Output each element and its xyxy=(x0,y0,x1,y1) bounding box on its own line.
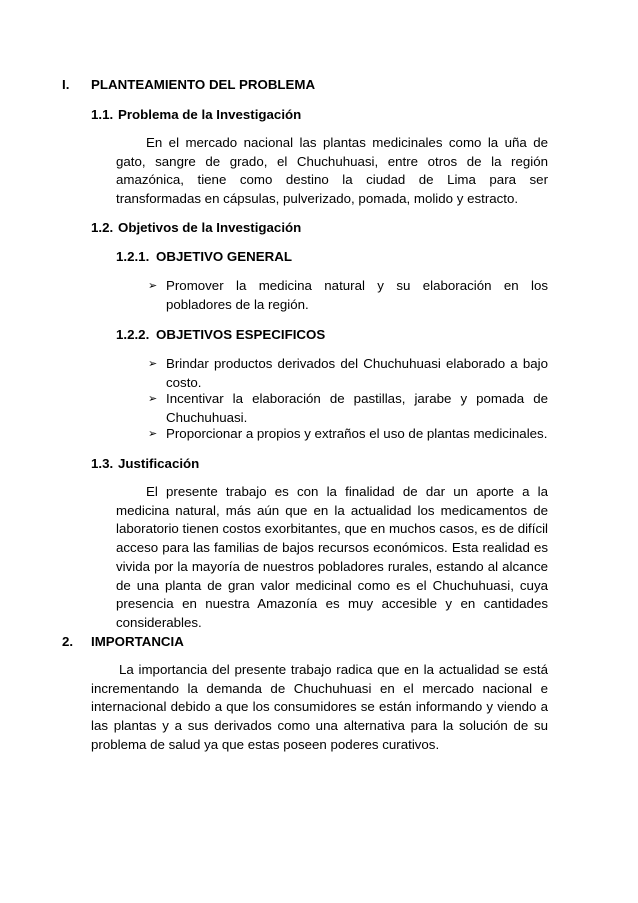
general-objective-bullet xyxy=(148,277,548,314)
problem-paragraph: En el mercado nacional las plantas medicinales como la uña de gato, sangre de grado, el Chuchuhuasi, entre otros de la región amazónica, tiene como destino la ciudad de Lima para ser transformadas en cápsulas, pulverizado, pomada, molido y estracto. xyxy=(116,135,548,207)
subsection-1-3-title: Justificación xyxy=(118,456,200,471)
justification-paragraph: El presente trabajo es con la finalidad de dar un aporte a la medicina natural, más aún que en la actualidad los medicamentos de laboratorio tienen costos exorbitantes, que en muchos casos, es de difícil acceso para las familias de bajos recursos económicos. Esta realidad es vivida por la mayoría de nuestros pobladores rurales, estando al alcance de una planta de gran valor medicinal como es el Chuchuhuasi, cuya presencia en nuestra Amazonía es muy accesible y en cantidades considerables. xyxy=(116,484,548,630)
importance-paragraph: La importancia del presente trabajo radica que en la actualidad se está incrementando la demanda de Chuchuhuasi en el mercado nacional e internacional debido a que los consumidores se están informando y viendo a las plantas y a sus derivados como una alternativa para la solución de su problema de salud ya que estas poseen poderes curativos. xyxy=(91,662,548,752)
bullet-text: Incentivar la elaboración de pastillas, jarabe y pomada de Chuchuhuasi. xyxy=(166,391,548,425)
specific-objective-bullet-2 xyxy=(148,390,548,427)
objective-specific-title: OBJETIVOS ESPECIFICOS xyxy=(156,327,326,342)
subsection-1-2-title: Objetivos de la Investigación xyxy=(118,220,302,235)
objective-general-number: 1.2.1. xyxy=(116,249,150,264)
specific-objective-bullet-1 xyxy=(148,355,548,392)
arrow-bullet-icon: ➢ xyxy=(148,393,158,405)
section-2-title: IMPORTANCIA xyxy=(91,634,184,649)
objective-general-title: OBJETIVO GENERAL xyxy=(156,249,292,264)
bullet-text: Proporcionar a propios y extraños el uso de plantas medicinales. xyxy=(166,426,548,441)
section-2-number: 2. xyxy=(62,634,74,649)
specific-objective-bullet-3 xyxy=(148,425,548,444)
section-1-number: I. xyxy=(62,77,70,92)
arrow-bullet-icon: ➢ xyxy=(148,280,158,292)
subsection-1-3-number: 1.3. xyxy=(91,456,114,471)
subsection-1-2-number: 1.2. xyxy=(91,220,114,235)
objective-specific-number: 1.2.2. xyxy=(116,327,150,342)
bullet-text: Brindar productos derivados del Chuchuhuasi elaborado a bajo costo. xyxy=(166,356,548,390)
arrow-bullet-icon: ➢ xyxy=(148,358,158,370)
section-1-title: PLANTEAMIENTO DEL PROBLEMA xyxy=(91,77,316,92)
bullet-text: Promover la medicina natural y su elaboración en los pobladores de la región. xyxy=(166,278,548,312)
arrow-bullet-icon: ➢ xyxy=(148,428,158,440)
subsection-1-1-title: Problema de la Investigación xyxy=(118,107,302,122)
subsection-1-1-number: 1.1. xyxy=(91,107,114,122)
